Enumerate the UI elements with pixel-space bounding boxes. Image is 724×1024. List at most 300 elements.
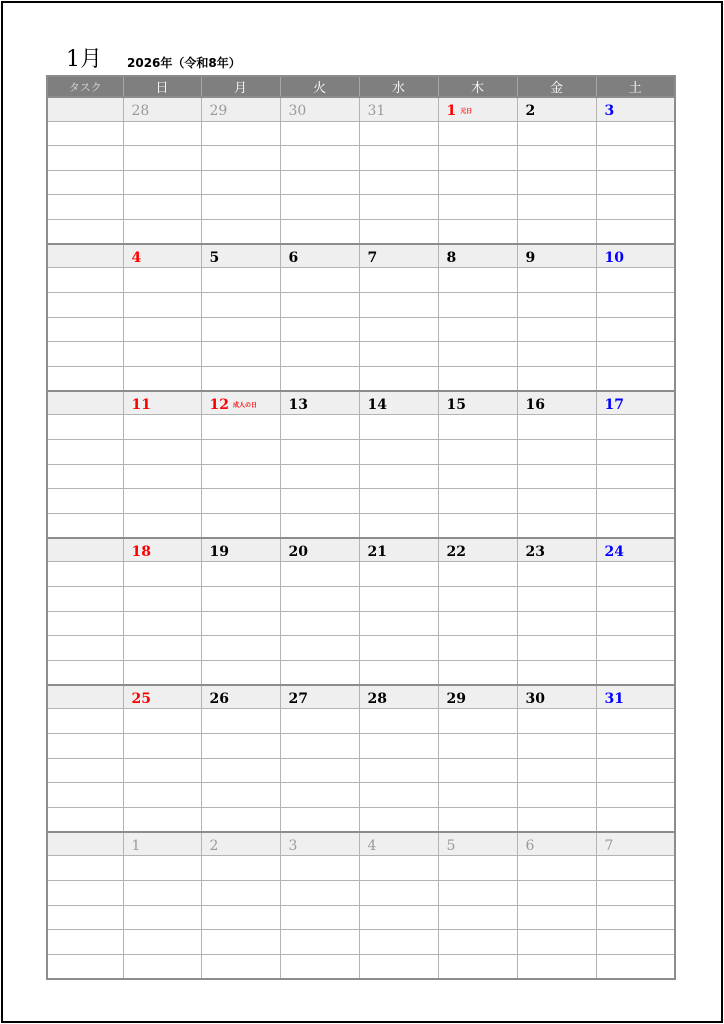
day-number: 30 bbox=[288, 102, 307, 119]
note-line-cell[interactable] bbox=[280, 366, 359, 391]
note-line-cell[interactable] bbox=[201, 268, 280, 293]
note-line-cell[interactable] bbox=[438, 660, 517, 685]
note-line-cell[interactable] bbox=[359, 758, 438, 783]
note-line-cell[interactable] bbox=[123, 636, 201, 661]
note-line-cell[interactable] bbox=[280, 758, 359, 783]
note-line-cell[interactable] bbox=[123, 758, 201, 783]
note-line-cell[interactable] bbox=[280, 660, 359, 685]
note-line-cell[interactable] bbox=[438, 415, 517, 440]
task-line-cell[interactable] bbox=[47, 317, 123, 342]
note-line-cell[interactable] bbox=[438, 856, 517, 881]
note-line-cell[interactable] bbox=[201, 366, 280, 391]
note-line-cell[interactable] bbox=[201, 733, 280, 758]
note-line-cell[interactable] bbox=[596, 366, 675, 391]
day-cell[interactable] bbox=[596, 685, 675, 709]
note-line-cell[interactable] bbox=[438, 268, 517, 293]
note-line-cell[interactable] bbox=[359, 366, 438, 391]
day-cell[interactable] bbox=[438, 391, 517, 415]
note-line-cell[interactable] bbox=[596, 562, 675, 587]
note-line-cell[interactable] bbox=[201, 562, 280, 587]
note-line-cell[interactable] bbox=[201, 611, 280, 636]
note-line-cell[interactable] bbox=[438, 195, 517, 220]
note-line-cell[interactable] bbox=[359, 587, 438, 612]
note-line-cell[interactable] bbox=[123, 195, 201, 220]
note-line-cell[interactable] bbox=[280, 954, 359, 979]
note-line-cell[interactable] bbox=[438, 587, 517, 612]
task-cell[interactable] bbox=[47, 97, 123, 121]
day-cell[interactable] bbox=[280, 244, 359, 268]
day-cell[interactable] bbox=[438, 685, 517, 709]
task-line-cell[interactable] bbox=[47, 170, 123, 195]
note-line-cell[interactable] bbox=[596, 146, 675, 171]
day-cell[interactable] bbox=[359, 97, 438, 121]
note-line-cell[interactable] bbox=[280, 636, 359, 661]
note-line-cell[interactable] bbox=[596, 464, 675, 489]
day-cell[interactable] bbox=[123, 97, 201, 121]
day-cell[interactable] bbox=[201, 97, 280, 121]
task-line-cell[interactable] bbox=[47, 758, 123, 783]
day-cell[interactable] bbox=[201, 832, 280, 856]
note-line-cell[interactable] bbox=[201, 489, 280, 514]
note-line-cell[interactable] bbox=[123, 464, 201, 489]
note-line-cell[interactable] bbox=[359, 464, 438, 489]
note-line-cell[interactable] bbox=[201, 783, 280, 808]
note-line-cell[interactable] bbox=[123, 660, 201, 685]
year-title: 2026年（令和8年） bbox=[127, 56, 241, 70]
weekday-header-sun: 日 bbox=[123, 76, 201, 97]
note-line-cell[interactable] bbox=[123, 880, 201, 905]
note-line-cell[interactable] bbox=[438, 366, 517, 391]
task-line-cell[interactable] bbox=[47, 489, 123, 514]
day-cell[interactable] bbox=[517, 538, 596, 562]
note-line-cell[interactable] bbox=[280, 807, 359, 832]
note-line-cell[interactable] bbox=[438, 170, 517, 195]
note-line-cell[interactable] bbox=[359, 783, 438, 808]
task-line-cell[interactable] bbox=[47, 880, 123, 905]
note-line-cell[interactable] bbox=[280, 195, 359, 220]
note-line-cell[interactable] bbox=[438, 513, 517, 538]
note-line-cell[interactable] bbox=[438, 440, 517, 465]
note-line-cell[interactable] bbox=[123, 489, 201, 514]
note-line-cell[interactable] bbox=[596, 758, 675, 783]
note-line-cell[interactable] bbox=[438, 807, 517, 832]
note-line-cell[interactable] bbox=[201, 415, 280, 440]
day-cell[interactable] bbox=[438, 97, 517, 121]
note-line-cell[interactable] bbox=[359, 268, 438, 293]
note-line-cell[interactable] bbox=[517, 880, 596, 905]
note-line-cell[interactable] bbox=[123, 930, 201, 955]
note-line-cell[interactable] bbox=[359, 709, 438, 734]
note-line-cell[interactable] bbox=[596, 587, 675, 612]
note-line-cell[interactable] bbox=[280, 880, 359, 905]
note-line-cell[interactable] bbox=[359, 317, 438, 342]
note-line-cell[interactable] bbox=[280, 489, 359, 514]
day-cell[interactable] bbox=[123, 538, 201, 562]
note-line-cell[interactable] bbox=[438, 758, 517, 783]
note-line-cell[interactable] bbox=[201, 317, 280, 342]
note-line-cell[interactable] bbox=[280, 219, 359, 244]
note-line-cell[interactable] bbox=[123, 587, 201, 612]
note-line-cell[interactable] bbox=[201, 146, 280, 171]
note-line-cell[interactable] bbox=[123, 146, 201, 171]
day-cell[interactable] bbox=[280, 391, 359, 415]
task-cell[interactable] bbox=[47, 832, 123, 856]
note-line-cell[interactable] bbox=[123, 219, 201, 244]
note-line-cell[interactable] bbox=[201, 660, 280, 685]
day-cell[interactable] bbox=[280, 97, 359, 121]
note-line-cell[interactable] bbox=[517, 219, 596, 244]
note-line-cell[interactable] bbox=[596, 489, 675, 514]
calendar-body bbox=[47, 97, 675, 979]
note-line-cell[interactable] bbox=[280, 513, 359, 538]
task-line-cell[interactable] bbox=[47, 636, 123, 661]
task-line-cell[interactable] bbox=[47, 611, 123, 636]
day-cell[interactable] bbox=[201, 538, 280, 562]
task-cell[interactable] bbox=[47, 391, 123, 415]
task-line-cell[interactable] bbox=[47, 930, 123, 955]
note-line-cell[interactable] bbox=[201, 342, 280, 367]
day-number: 10 bbox=[604, 249, 624, 266]
note-line-cell[interactable] bbox=[123, 293, 201, 318]
note-line-cell[interactable] bbox=[517, 856, 596, 881]
day-cell[interactable] bbox=[596, 97, 675, 121]
note-line-cell[interactable] bbox=[438, 783, 517, 808]
task-line-cell[interactable] bbox=[47, 783, 123, 808]
note-line-cell[interactable] bbox=[438, 219, 517, 244]
note-line-row bbox=[47, 587, 675, 612]
note-line-cell[interactable] bbox=[123, 905, 201, 930]
note-line-cell[interactable] bbox=[596, 611, 675, 636]
note-line-cell[interactable] bbox=[201, 219, 280, 244]
note-line-cell[interactable] bbox=[438, 954, 517, 979]
note-line-cell[interactable] bbox=[359, 733, 438, 758]
note-line-cell[interactable] bbox=[201, 293, 280, 318]
note-line-cell[interactable] bbox=[359, 342, 438, 367]
note-line-cell[interactable] bbox=[517, 489, 596, 514]
day-cell[interactable] bbox=[123, 244, 201, 268]
note-line-cell[interactable] bbox=[596, 880, 675, 905]
note-line-cell[interactable] bbox=[280, 930, 359, 955]
note-line-cell[interactable] bbox=[201, 587, 280, 612]
note-line-cell[interactable] bbox=[517, 758, 596, 783]
note-line-cell[interactable] bbox=[517, 587, 596, 612]
day-number: 28 bbox=[131, 102, 150, 119]
task-line-cell[interactable] bbox=[47, 146, 123, 171]
note-line-cell[interactable] bbox=[517, 807, 596, 832]
note-line-cell[interactable] bbox=[123, 856, 201, 881]
day-number: 1 元日 bbox=[446, 102, 473, 119]
note-line-cell[interactable] bbox=[359, 121, 438, 146]
note-line-cell[interactable] bbox=[359, 930, 438, 955]
note-line-cell[interactable] bbox=[201, 880, 280, 905]
note-line-cell[interactable] bbox=[438, 317, 517, 342]
task-line-cell[interactable] bbox=[47, 195, 123, 220]
note-line-cell[interactable] bbox=[359, 611, 438, 636]
task-line-cell[interactable] bbox=[47, 415, 123, 440]
note-line-cell[interactable] bbox=[517, 293, 596, 318]
task-line-cell[interactable] bbox=[47, 954, 123, 979]
day-cell[interactable] bbox=[280, 538, 359, 562]
note-line-cell[interactable] bbox=[438, 146, 517, 171]
day-cell[interactable] bbox=[596, 538, 675, 562]
note-line-cell[interactable] bbox=[359, 905, 438, 930]
note-line-cell[interactable] bbox=[517, 783, 596, 808]
task-line-cell[interactable] bbox=[47, 121, 123, 146]
task-line-cell[interactable] bbox=[47, 905, 123, 930]
note-line-cell[interactable] bbox=[359, 856, 438, 881]
day-cell[interactable] bbox=[596, 244, 675, 268]
note-line-cell[interactable] bbox=[280, 121, 359, 146]
day-cell[interactable] bbox=[517, 97, 596, 121]
note-line-cell[interactable] bbox=[438, 636, 517, 661]
task-cell[interactable] bbox=[47, 685, 123, 709]
note-line-cell[interactable] bbox=[201, 709, 280, 734]
note-line-cell[interactable] bbox=[123, 366, 201, 391]
task-line-cell[interactable] bbox=[47, 342, 123, 367]
note-line-cell[interactable] bbox=[517, 121, 596, 146]
note-line-cell[interactable] bbox=[123, 342, 201, 367]
task-line-cell[interactable] bbox=[47, 464, 123, 489]
day-cell[interactable] bbox=[201, 244, 280, 268]
task-cell[interactable] bbox=[47, 244, 123, 268]
day-cell[interactable] bbox=[438, 244, 517, 268]
note-line-cell[interactable] bbox=[359, 489, 438, 514]
note-line-cell[interactable] bbox=[596, 219, 675, 244]
note-line-cell[interactable] bbox=[280, 905, 359, 930]
note-line-cell[interactable] bbox=[438, 293, 517, 318]
task-line-cell[interactable] bbox=[47, 807, 123, 832]
note-line-cell[interactable] bbox=[359, 513, 438, 538]
note-line-cell[interactable] bbox=[517, 905, 596, 930]
note-line-cell[interactable] bbox=[280, 856, 359, 881]
note-line-cell[interactable] bbox=[123, 121, 201, 146]
note-line-cell[interactable] bbox=[280, 293, 359, 318]
note-line-cell[interactable] bbox=[280, 611, 359, 636]
task-line-cell[interactable] bbox=[47, 856, 123, 881]
note-line-cell[interactable] bbox=[517, 709, 596, 734]
task-line-cell[interactable] bbox=[47, 366, 123, 391]
note-line-cell[interactable] bbox=[438, 464, 517, 489]
task-line-cell[interactable] bbox=[47, 587, 123, 612]
day-cell[interactable] bbox=[201, 391, 280, 415]
day-cell[interactable] bbox=[596, 391, 675, 415]
note-line-cell[interactable] bbox=[596, 317, 675, 342]
note-line-cell[interactable] bbox=[517, 195, 596, 220]
day-cell[interactable] bbox=[359, 244, 438, 268]
note-line-cell[interactable] bbox=[596, 660, 675, 685]
note-line-cell[interactable] bbox=[596, 513, 675, 538]
note-line-cell[interactable] bbox=[280, 587, 359, 612]
note-line-cell[interactable] bbox=[280, 440, 359, 465]
note-line-cell[interactable] bbox=[359, 562, 438, 587]
note-line-cell[interactable] bbox=[280, 783, 359, 808]
note-line-cell[interactable] bbox=[201, 440, 280, 465]
note-line-cell[interactable] bbox=[596, 783, 675, 808]
note-line-cell[interactable] bbox=[517, 733, 596, 758]
day-cell[interactable] bbox=[280, 685, 359, 709]
note-line-cell[interactable] bbox=[359, 880, 438, 905]
note-line-cell[interactable] bbox=[517, 660, 596, 685]
note-line-row bbox=[47, 293, 675, 318]
day-cell[interactable] bbox=[123, 832, 201, 856]
note-line-cell[interactable] bbox=[359, 170, 438, 195]
day-cell[interactable] bbox=[596, 832, 675, 856]
day-cell[interactable] bbox=[517, 244, 596, 268]
note-line-cell[interactable] bbox=[517, 464, 596, 489]
note-line-cell[interactable] bbox=[123, 783, 201, 808]
day-cell[interactable] bbox=[359, 685, 438, 709]
note-line-cell[interactable] bbox=[201, 807, 280, 832]
note-line-cell[interactable] bbox=[280, 562, 359, 587]
note-line-cell[interactable] bbox=[596, 954, 675, 979]
note-line-cell[interactable] bbox=[596, 268, 675, 293]
day-cell[interactable] bbox=[438, 538, 517, 562]
note-line-cell[interactable] bbox=[201, 954, 280, 979]
day-cell[interactable] bbox=[517, 391, 596, 415]
note-line-cell[interactable] bbox=[596, 342, 675, 367]
day-cell[interactable] bbox=[517, 832, 596, 856]
note-line-cell[interactable] bbox=[359, 636, 438, 661]
note-line-row bbox=[47, 195, 675, 220]
note-line-cell[interactable] bbox=[123, 807, 201, 832]
note-line-cell[interactable] bbox=[359, 219, 438, 244]
note-line-cell[interactable] bbox=[123, 733, 201, 758]
note-line-cell[interactable] bbox=[201, 170, 280, 195]
note-line-cell[interactable] bbox=[201, 121, 280, 146]
note-line-cell[interactable] bbox=[123, 170, 201, 195]
note-line-cell[interactable] bbox=[517, 930, 596, 955]
note-line-cell[interactable] bbox=[359, 807, 438, 832]
note-line-cell[interactable] bbox=[517, 317, 596, 342]
note-line-cell[interactable] bbox=[438, 733, 517, 758]
note-line-cell[interactable] bbox=[596, 170, 675, 195]
task-line-cell[interactable] bbox=[47, 219, 123, 244]
note-line-cell[interactable] bbox=[438, 489, 517, 514]
note-line-cell[interactable] bbox=[123, 709, 201, 734]
task-line-cell[interactable] bbox=[47, 660, 123, 685]
note-line-cell[interactable] bbox=[359, 293, 438, 318]
day-cell[interactable] bbox=[517, 685, 596, 709]
task-line-cell[interactable] bbox=[47, 562, 123, 587]
note-line-cell[interactable] bbox=[201, 513, 280, 538]
note-line-cell[interactable] bbox=[123, 562, 201, 587]
day-cell[interactable] bbox=[359, 391, 438, 415]
task-line-cell[interactable] bbox=[47, 709, 123, 734]
note-line-cell[interactable] bbox=[517, 170, 596, 195]
note-line-row bbox=[47, 611, 675, 636]
note-line-cell[interactable] bbox=[596, 905, 675, 930]
note-line-cell[interactable] bbox=[438, 611, 517, 636]
day-cell[interactable] bbox=[280, 832, 359, 856]
note-line-cell[interactable] bbox=[596, 636, 675, 661]
note-line-cell[interactable] bbox=[596, 293, 675, 318]
task-line-cell[interactable] bbox=[47, 513, 123, 538]
day-cell[interactable] bbox=[359, 538, 438, 562]
note-line-cell[interactable] bbox=[517, 342, 596, 367]
note-line-cell[interactable] bbox=[596, 440, 675, 465]
note-line-cell[interactable] bbox=[123, 440, 201, 465]
note-line-cell[interactable] bbox=[359, 195, 438, 220]
note-line-cell[interactable] bbox=[359, 440, 438, 465]
day-cell[interactable] bbox=[359, 832, 438, 856]
note-line-cell[interactable] bbox=[359, 415, 438, 440]
note-line-cell[interactable] bbox=[596, 856, 675, 881]
note-line-cell[interactable] bbox=[280, 317, 359, 342]
note-line-cell[interactable] bbox=[280, 415, 359, 440]
note-line-cell[interactable] bbox=[123, 611, 201, 636]
task-line-cell[interactable] bbox=[47, 733, 123, 758]
note-line-cell[interactable] bbox=[517, 636, 596, 661]
note-line-cell[interactable] bbox=[517, 954, 596, 979]
note-line-cell[interactable] bbox=[280, 170, 359, 195]
note-line-cell[interactable] bbox=[438, 121, 517, 146]
note-line-cell[interactable] bbox=[596, 709, 675, 734]
note-line-cell[interactable] bbox=[517, 440, 596, 465]
note-line-cell[interactable] bbox=[438, 562, 517, 587]
note-line-cell[interactable] bbox=[280, 146, 359, 171]
note-line-cell[interactable] bbox=[280, 342, 359, 367]
note-line-cell[interactable] bbox=[201, 464, 280, 489]
note-line-cell[interactable] bbox=[280, 709, 359, 734]
day-cell[interactable] bbox=[201, 685, 280, 709]
note-line-cell[interactable] bbox=[596, 121, 675, 146]
note-line-cell[interactable] bbox=[438, 342, 517, 367]
task-line-cell[interactable] bbox=[47, 268, 123, 293]
day-cell[interactable] bbox=[123, 685, 201, 709]
note-line-cell[interactable] bbox=[438, 930, 517, 955]
note-line-cell[interactable] bbox=[280, 268, 359, 293]
note-line-cell[interactable] bbox=[123, 317, 201, 342]
note-line-cell[interactable] bbox=[596, 930, 675, 955]
note-line-cell[interactable] bbox=[359, 146, 438, 171]
note-line-cell[interactable] bbox=[280, 733, 359, 758]
note-line-cell[interactable] bbox=[201, 636, 280, 661]
note-line-cell[interactable] bbox=[517, 513, 596, 538]
note-line-cell[interactable] bbox=[596, 733, 675, 758]
note-line-cell[interactable] bbox=[517, 562, 596, 587]
note-line-cell[interactable] bbox=[201, 758, 280, 783]
note-line-cell[interactable] bbox=[123, 268, 201, 293]
note-line-cell[interactable] bbox=[438, 709, 517, 734]
note-line-cell[interactable] bbox=[596, 195, 675, 220]
note-line-cell[interactable] bbox=[517, 415, 596, 440]
note-line-cell[interactable] bbox=[201, 856, 280, 881]
note-line-cell[interactable] bbox=[123, 415, 201, 440]
note-line-cell[interactable] bbox=[438, 880, 517, 905]
note-line-cell[interactable] bbox=[359, 954, 438, 979]
note-line-cell[interactable] bbox=[201, 905, 280, 930]
note-line-cell[interactable] bbox=[123, 513, 201, 538]
note-line-cell[interactable] bbox=[201, 195, 280, 220]
task-line-cell[interactable] bbox=[47, 440, 123, 465]
day-cell[interactable] bbox=[438, 832, 517, 856]
task-cell[interactable] bbox=[47, 538, 123, 562]
note-line-cell[interactable] bbox=[596, 415, 675, 440]
note-line-cell[interactable] bbox=[123, 954, 201, 979]
task-line-cell[interactable] bbox=[47, 293, 123, 318]
note-line-cell[interactable] bbox=[359, 660, 438, 685]
note-line-cell[interactable] bbox=[517, 366, 596, 391]
note-line-cell[interactable] bbox=[596, 807, 675, 832]
note-line-cell[interactable] bbox=[517, 611, 596, 636]
day-number: 16 bbox=[525, 396, 545, 413]
day-cell[interactable] bbox=[123, 391, 201, 415]
note-line-cell[interactable] bbox=[280, 464, 359, 489]
note-line-cell[interactable] bbox=[517, 146, 596, 171]
note-line-cell[interactable] bbox=[438, 905, 517, 930]
note-line-cell[interactable] bbox=[201, 930, 280, 955]
note-line-cell[interactable] bbox=[517, 268, 596, 293]
